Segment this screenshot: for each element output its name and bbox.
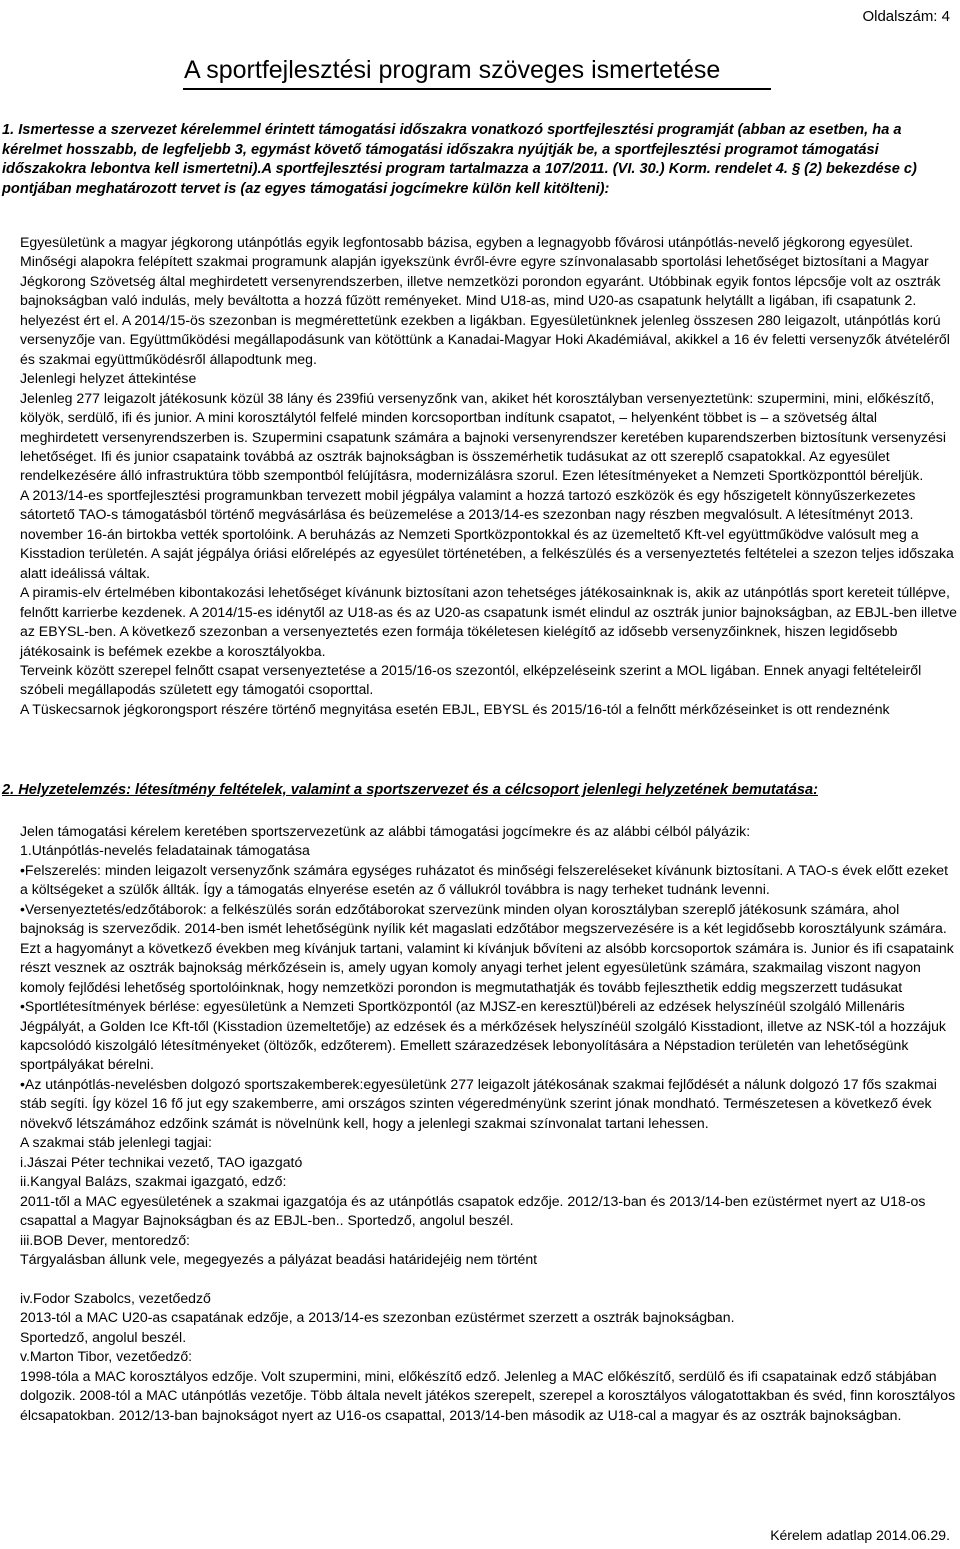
paragraph: Jelenleg 277 leigazolt játékosunk közül 38 lány és 239fiú versenyzőnk van, akiket hét korosztályban versenyeztetünk: szupermini, mini, előkészítő, kölyök, serdülő, ifi és junior. A mini korosztálytól felfelé minden korcsoportban indítunk csapatot, – helyenként többet is – a szövetség által meghirdetett versenyrendszerben is. Szupermini csapatunk számára a bajnoki versenyrendszer keretében kuparendszerben biztosítunk versenyzési lehetőséget. Ifi és junior csapataink továbbá az osztrák bajnokságban is összemérhetik tudásukat az ott szereplő csapatokkal. Az egyesület rendelkezésére álló infrastruktúra több szempontból felújításra, modernizálásra szorul. Ezen létesítményeket a Nemzeti Sportközponttól béreljük. xyxy=(20,389,946,484)
paragraph: Terveink között szerepel felnőtt csapat versenyeztetése a 2015/16-os szezontól, elképzeléseink szerint a MOL ligában. Ennek anyagi feltételeiről szóbeli megállapodás született egy támogatói csoporttal. xyxy=(20,661,922,698)
staff-name: v.Marton Tibor, vezetőedző: xyxy=(20,1348,193,1365)
staff-description: Sportedző, angolul beszél. xyxy=(20,1328,187,1345)
staff-name: i.Jászai Péter technikai vezető, TAO igazgató xyxy=(20,1153,303,1170)
page-number: Oldalszám: 4 xyxy=(862,8,950,25)
paragraph: A piramis-elv értelmében kibontakozási lehetőséget kívánunk biztosítani azon tehetséges játékosainknak is, akik az utánpótlás sport kereteit túllépve, felnőtt karrierbe kezdenek. A 2014/15-es idénytől az U18-as és az U20-as csapatunk ismét elindul az osztrák junior bajnokságban, az EBJL-ben illetve az EBYSL-ben. A következő szezonban a versenyeztetés ezen formája tökéletesen kielégítő az idősebb versenyzőinknek, hiszen legidősebb játékosaink is befémek ezekbe a korosztályokba. xyxy=(20,584,957,659)
paragraph: A 2013/14-es sportfejlesztési programunkban tervezett mobil jégpálya valamint a hozzá tartozó eszközök és egy hőszigetelt könnyűszerkezetes sátortető TAO-s támogatásból történő megvásárlása és beüzemelése a 2013/14-es szezonban nagy részben megvalósult. A létesítményt 2013. november 16-án birtokba vették sportolóink. A beruházás az Nemzeti Sportközpontokkal és az üzemeltető Kft-vel együttműködve valósult meg a Kisstadion területén. A saját jégpálya óriási előrelépés az egyesület történetében, a felkészülés és a versenyeztetés feltételei a szezon teljes időszaka alatt ideálissá váltak. xyxy=(20,486,954,581)
section-2-heading: 2. Helyzetelemzés: létesítmény feltételek, valamint a sportszervezet és a célcsoport jelenlegi helyzetének bemutatása: xyxy=(2,782,818,798)
paragraph: Jelenlegi helyzet áttekintése xyxy=(20,370,197,387)
staff-description: 1998-tóla a MAC korosztályos edzője. Volt szupermini, mini, előkészítő edző. Jelenleg a MAC előkészítő, serdülő és ifi csapatainak edző stábjában dolgozik. 2008-tól a MAC utánpótlás vezetője. Több általa nevelt játékos szerepelt, szerepel a korosztályos válogatottakban és svéd, finn korosztályos élcsapatokban. 2012/13-ban bajnokságot nyert az U16-os csapattal, 2013/14-ben második az U18-cal a magyar és az osztrák bajnokságban. xyxy=(20,1367,956,1423)
bullet-item: •Sportlétesítmények bérlése: egyesületünk a Nemzeti Sportközpontól (az MJSZ-en keresztül)béreli az edzések helyszínéül szolgáló Millenáris Jégpályát, a Golden Ice Kft-től (Kisstadion üzemeltetője) az edzések és a mérkőzések helyszínéül szolgáló Kisstadiont, illetve az NSK-tól a hozzájuk kapcsolódó kiszolgáló létesítményeket (öltözők, edzőterem). Emellett szárazedzések lebonyolítására a Népstadion területén van lehetőségünk sportpályákat bérelni. xyxy=(20,998,946,1073)
staff-name: ii.Kangyal Balázs, szakmai igazgató, edző: xyxy=(20,1173,287,1190)
paragraph: 1.Utánpótlás-nevelés feladatainak támogatása xyxy=(20,842,310,859)
staff-description: 2013-tól a MAC U20-as csapatának edzője, a 2013/14-es szezonban ezüstérmet szerzett a osztrák bajnokságban. xyxy=(20,1309,735,1326)
staff-description: Tárgyalásban állunk vele, megegyezés a pályázat beadási határidejéig nem történt xyxy=(20,1250,538,1267)
title-underline xyxy=(183,88,771,90)
section-1-body xyxy=(20,233,957,719)
blank-line xyxy=(20,1269,957,1288)
paragraph: A szakmai stáb jelenlegi tagjai: xyxy=(20,1134,212,1151)
staff-name: iv.Fodor Szabolcs, vezetőedző xyxy=(20,1289,211,1306)
section-1-heading: 1. Ismertesse a szervezet kérelemmel érintett támogatási időszakra vonatkozó sportfejlesztési programját (abban az esetben, ha a kérelmet hosszabb, de legfeljebb 3, egymást követő támogatási időszakra nyújtják be, a sportfejlesztési programot támogatási időszakokra lebontva kell ismertetni).A sportfejlesztési program tartalmazza a 107/2011. (VI. 30.) Korm. rendelet 4. § (2) bekezdése c) pontjában meghatározott tervet is (az egyes támogatási jogcímekre külön kell kitölteni): xyxy=(2,122,917,197)
bullet-item: •Versenyeztetés/edzőtáborok: a felkészülés során edzőtáborokat szervezünk minden olyan korosztályban szereplő játékosunk számára, ahol bajnokság is szerveződik. 2014-ben ismét lehetőségünk nyílik két magaslati edzőtábor megszervezésére is a két legidősebb korosztályunk számára. Ezt a hagyományt a következő években meg kívánjuk tartani, valamint ki kívánjuk bővíteni az alsóbb korcsoportok számára is. Junior és ifi csapataink részt vesznek az osztrák bajnokság mérkőzésein is, amely ugyan komoly anyagi terhet jelent egyesületünk számára, szakmailag viszont nagyon komoly fejlődési lehetőség sportolóinknak, hogy nemzetközi porondon is megmutathatják és tovább fejleszthetik eddig megszerzett tudásukat xyxy=(20,900,954,995)
paragraph: A Tüskecsarnok jégkorongsport részére történő megnyitása esetén EBJL, EBYSL és 2015/16-tól a felnőtt mérkőzéseinket is ott rendeznénk xyxy=(20,700,890,717)
paragraph: Jelen támogatási kérelem keretében sportszervezetünk az alábbi támogatási jogcímekre és az alábbi célból pályázik: xyxy=(20,823,751,839)
bullet-item: •Felszerelés: minden leigazolt versenyzőnk számára egységes ruházatot és minőségi felszereléseket kívánunk biztosítani. A TAO-s évek előtt ezeket a költségeket a szülők állták. Így a támogatás elnyerése esetén az ő vállukról továbbra is nagy terheket tudnánk levenni. xyxy=(20,861,949,898)
bullet-item: •Az utánpótlás-nevelésben dolgozó sportszakemberek:egyesületünk 277 leigazolt játékosának szakmai fejlődését a nálunk dolgozó 17 fős szakmai stáb segíti. Így közel 16 fő jut egy szakemberre, ami országos szinten végeredményünk szerint jónak mondható. Természetesen a következő évek növekvő létszámához edzőink számát is növelnünk kell, hogy a jelenlegi szakmai színvonalat tartani lehessen. xyxy=(20,1075,937,1131)
section-2-body xyxy=(20,822,957,1425)
staff-name: iii.BOB Dever, mentoredző: xyxy=(20,1231,190,1248)
page-title: A sportfejlesztési program szöveges ismertetése xyxy=(184,56,721,84)
footer-form-date: Kérelem adatlap 2014.06.29. xyxy=(770,1527,950,1543)
staff-description: 2011-től a MAC egyesületének a szakmai igazgatója és az utánpótlás csapatok edzője. 2012/13-ban és 2013/14-ben ezüstérmet nyert az U18-os csapattal a Magyar Bajnokságban és az EBJL-ben.. Sportedző, angolul beszél. xyxy=(20,1192,926,1229)
paragraph: Egyesületünk a magyar jégkorong utánpótlás egyik legfontosabb bázisa, egyben a legnagyobb fővárosi utánpótlás-nevelő jégkorong egyesület. Minőségi alapokra felépített szakmai programunk alapján igyekszünk évről-évre egyre színvonalasabb sportolási lehetőséget biztosítani a Magyar Jégkorong Szövetség által meghirdetett versenyrendszerben, illetve nemzetközi porondon egyaránt. Utóbbinak egyik fontos lépcsője volt az osztrák bajnokságban való indulás, mely beváltotta a hozzá fűzött reményeket. Mind U18-as, mind U20-as csapatunk helytállt a ligában, ifi csapatunk 2. helyezést ért el. A 2014/15-ös szezonban is megmérettetünk ezekben a ligákban. Egyesületünknek jelenleg összesen 280 leigazolt, utánpótlás korú versenyzője van. Együttműködési megállapodásunk van kötöttünk a Kanadai-Magyar Hoki Akadémiával, akikkel a 16 év feletti versenyzők átvételéről és szakmai együttműködésről állapodtunk meg. xyxy=(20,234,950,367)
